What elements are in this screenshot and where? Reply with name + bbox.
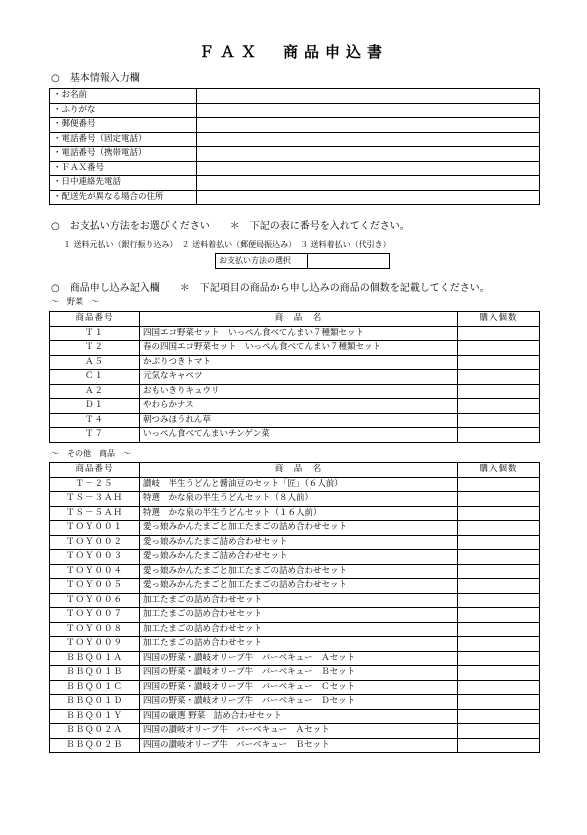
product-row [50,550,540,565]
product-name: 四国の厳選 野菜 詰め合わせセット [140,709,458,724]
quantity-input[interactable] [458,506,540,521]
product-row [50,680,540,695]
basic-info-row [50,190,540,205]
product-code: ＴＯＹ００３ [50,550,140,565]
product-name: 朝つみほうれん草 [140,413,458,428]
product-code: ＢＢＱ０１Ａ [50,651,140,666]
product-name: やわらかナス [140,399,458,414]
quantity-input[interactable] [458,535,540,550]
basic-info-input[interactable] [197,190,540,205]
product-code: ＴＯＹ００５ [50,579,140,594]
basic-info-row [50,161,540,176]
product-name: 四国の讃岐オリーブ牛 バーベキュー Ｂセット [140,738,458,753]
quantity-input[interactable] [458,608,540,623]
quantity-input[interactable] [458,428,540,443]
basic-info-row [50,176,540,191]
product-name: 愛っ娘みかんたまご詰め合わせセット [140,535,458,550]
product-name: 愛っ娘みかんたまごと加工たまごの詰め合わせセット [140,579,458,594]
basic-info-label: ・お名前 [50,89,197,104]
col-header-name: 商 品 名 [140,312,458,327]
basic-info-label: ・日中連絡先電話 [50,176,197,191]
product-row [50,399,540,414]
quantity-input[interactable] [458,695,540,710]
payment-select-label: お支払い方法の選択 [216,254,308,269]
col-header-code: 商品番号 [50,312,140,327]
order-heading: ○ 商品申し込み記入欄 ＊ 下記項目の商品から申し込みの商品の個数を記載してください。 [51,283,490,294]
quantity-input[interactable] [458,738,540,753]
quantity-input[interactable] [458,384,540,399]
product-code: ＴＯＹ００１ [50,521,140,536]
product-row [50,579,540,594]
quantity-input[interactable] [458,492,540,507]
basic-info-heading: ○ 基本情報入力欄 [51,73,140,84]
basic-info-row [50,118,540,133]
product-row [50,521,540,536]
basic-info-table [49,88,540,205]
product-code: ＴＯＹ００６ [50,593,140,608]
product-row [50,593,540,608]
basic-info-label: ・郵便番号 [50,118,197,133]
product-name: 加工たまごの詰め合わせセット [140,608,458,623]
quantity-input[interactable] [458,564,540,579]
payment-select-table [215,253,390,269]
product-name: 讃岐 半生うどんと醤油豆のセット「匠」（６人前） [140,477,458,492]
quantity-input[interactable] [458,593,540,608]
product-row [50,637,540,652]
product-name: 愛っ娘みかんたまごと加工たまごの詰め合わせセット [140,521,458,536]
product-row [50,608,540,623]
basic-info-label: ・ＦＡＸ番号 [50,161,197,176]
product-row [50,709,540,724]
product-code: ＴＯＹ００７ [50,608,140,623]
product-row [50,564,540,579]
product-row [50,695,540,710]
veg-table [49,311,540,443]
product-code: Ａ５ [50,355,140,370]
product-code: Ｔ－２５ [50,477,140,492]
basic-info-label: ・電話番号（携帯電話） [50,147,197,162]
basic-info-input[interactable] [197,118,540,133]
product-row [50,428,540,443]
product-name: 加工たまごの詰め合わせセット [140,593,458,608]
payment-heading: ○ お支払い方法をお選びください ＊ 下記の表に番号を入れてください。 [51,221,410,232]
product-code: ＴＯＹ００２ [50,535,140,550]
product-row [50,355,540,370]
product-name: 春の四国エコ野菜セット いっぺん食べてんまい７種類セット [140,341,458,356]
product-code: Ｄ１ [50,399,140,414]
veg-section-label: ～ 野菜 ～ [51,297,99,306]
col-header-name: 商 品 名 [140,463,458,478]
product-code: ＢＢＱ０１Ｄ [50,695,140,710]
quantity-input[interactable] [458,355,540,370]
product-code: Ｃ１ [50,370,140,385]
product-row [50,651,540,666]
basic-info-label: ・電話番号（固定電話） [50,132,197,147]
product-name: 四国の讃岐オリーブ牛 バーベキュー Ａセット [140,724,458,739]
quantity-input[interactable] [458,370,540,385]
basic-info-input[interactable] [197,103,540,118]
product-name: 加工たまごの詰め合わせセット [140,622,458,637]
product-code: Ｔ１ [50,326,140,341]
product-code: ＴＯＹ００９ [50,637,140,652]
basic-info-row [50,103,540,118]
product-code: Ｔ４ [50,413,140,428]
quantity-input[interactable] [458,622,540,637]
other-section-label: ～ その他 商品 ～ [51,449,131,458]
col-header-qty: 購入個数 [458,463,540,478]
quantity-input[interactable] [458,326,540,341]
product-code: ＢＢＱ０１Ｂ [50,666,140,681]
product-code: Ｔ２ [50,341,140,356]
product-name: 愛っ娘みかんたまご詰め合わせセット [140,550,458,565]
product-row [50,724,540,739]
product-row [50,477,540,492]
basic-info-input[interactable] [197,147,540,162]
product-code: Ｔ７ [50,428,140,443]
basic-info-label: ・ふりがな [50,103,197,118]
product-row [50,492,540,507]
product-row [50,384,540,399]
product-name: いっぺん食べてんまいチンゲン菜 [140,428,458,443]
other-table [49,462,540,753]
quantity-input[interactable] [458,680,540,695]
product-name: かぶりつきトマト [140,355,458,370]
quantity-input[interactable] [458,341,540,356]
quantity-input[interactable] [458,477,540,492]
basic-info-input[interactable] [197,161,540,176]
quantity-input[interactable] [458,651,540,666]
quantity-input[interactable] [458,521,540,536]
product-name: 四国の野菜・讃岐オリーブ牛 バーベキュー Ａセット [140,651,458,666]
product-row [50,535,540,550]
product-code: Ａ２ [50,384,140,399]
product-row [50,326,540,341]
product-row [50,622,540,637]
product-code: ＢＢＱ０１Ｙ [50,709,140,724]
quantity-input[interactable] [458,724,540,739]
product-name: 特選 かな泉の半生うどんセット（８人前） [140,492,458,507]
payment-select-input[interactable] [308,254,390,269]
product-name: 四国の野菜・讃岐オリーブ牛 バーベキュー Ｃセット [140,680,458,695]
basic-info-input[interactable] [197,89,540,104]
product-code: ＢＢＱ０２Ａ [50,724,140,739]
product-name: 四国の野菜・讃岐オリーブ牛 バーベキュー Ｄセット [140,695,458,710]
product-name: 加工たまごの詰め合わせセット [140,637,458,652]
basic-info-input[interactable] [197,132,540,147]
basic-info-label: ・配送先が異なる場合の住所 [50,190,197,205]
product-row [50,370,540,385]
product-row [50,413,540,428]
col-header-qty: 購入個数 [458,312,540,327]
page-title: ＦＡＸ 商品申込書 [198,43,388,61]
product-row [50,666,540,681]
product-name: 四国エコ野菜セット いっぺん食べてんまい７種類セット [140,326,458,341]
product-code: ＴＳ－５ＡＨ [50,506,140,521]
quantity-input[interactable] [458,709,540,724]
basic-info-row [50,89,540,104]
quantity-input[interactable] [458,399,540,414]
quantity-input[interactable] [458,637,540,652]
product-code: ＴＯＹ００４ [50,564,140,579]
product-code: ＴＯＹ００８ [50,622,140,637]
quantity-input[interactable] [458,550,540,565]
product-name: 特選 かな泉の半生うどんセット（１６人前） [140,506,458,521]
product-name: おもいきりキュウリ [140,384,458,399]
product-code: ＴＳ－３ＡＨ [50,492,140,507]
product-name: 四国の野菜・讃岐オリーブ牛 バーベキュー Ｂセット [140,666,458,681]
product-code: ＢＢＱ０１Ｃ [50,680,140,695]
col-header-code: 商品番号 [50,463,140,478]
quantity-input[interactable] [458,579,540,594]
payment-options: １ 送料元払い（銀行振り込み） ２ 送料着払い（郵便局振込み） ３ 送料着払い（代引き） [63,240,391,249]
product-row [50,506,540,521]
quantity-input[interactable] [458,413,540,428]
product-name: 元気なキャベツ [140,370,458,385]
basic-info-input[interactable] [197,176,540,191]
product-row [50,341,540,356]
basic-info-row [50,132,540,147]
product-name: 愛っ娘みかんたまごと加工たまごの詰め合わせセット [140,564,458,579]
product-code: ＢＢＱ０２Ｂ [50,738,140,753]
quantity-input[interactable] [458,666,540,681]
basic-info-row [50,147,540,162]
product-row [50,738,540,753]
